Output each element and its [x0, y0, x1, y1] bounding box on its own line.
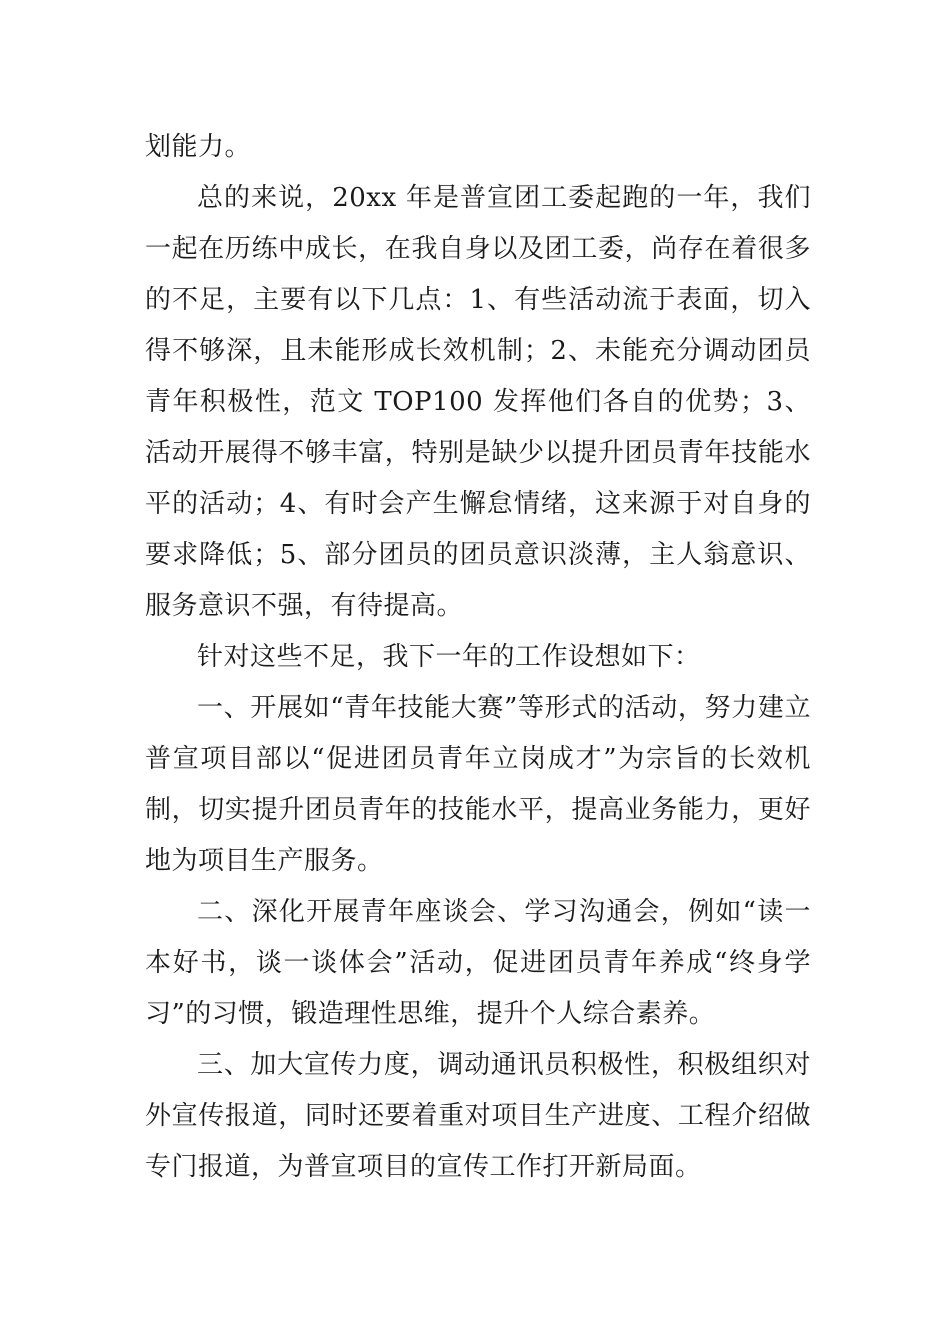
paragraph-plan-intro: 针对这些不足，我下一年的工作设想如下： [197, 642, 701, 672]
paragraph-continuation: 划能力。 [145, 132, 252, 162]
document-body [145, 122, 811, 1193]
paragraph-summary: 总的来说，20xx 年是普宣团工委起跑的一年，我们一起在历练中成长，在我自身以及团工委，尚存在着很多的不足，主要有以下几点：1、有些活动流于表面，切入得不够深，且未能形成长效机制；2、未能充分调动团员青年积极性，范文 TOP100 发挥他们各自的优势；3、活动开展得不够丰富，特别是缺少以提升团员青年技能水平的活动；4、有时会产生懈怠情绪，这来源于对自身的要求降低；5、部分团员的团员意识淡薄，主人翁意识、服务意识不强，有待提高。 [145, 183, 811, 621]
paragraph-plan-item-2: 二、深化开展青年座谈会、学习沟通会，例如“读一本好书，谈一谈体会”活动，促进团员青年养成“终身学习”的习惯，锻造理性思维，提升个人综合素养。 [145, 897, 811, 1029]
paragraph-plan-item-1: 一、开展如“青年技能大赛”等形式的活动，努力建立普宣项目部以“促进团员青年立岗成才”为宗旨的长效机制，切实提升团员青年的技能水平，提高业务能力，更好地为项目生产服务。 [145, 693, 811, 876]
paragraph-plan-item-3: 三、加大宣传力度，调动通讯员积极性，积极组织对外宣传报道，同时还要着重对项目生产进度、工程介绍做专门报道，为普宣项目的宣传工作打开新局面。 [145, 1050, 811, 1182]
